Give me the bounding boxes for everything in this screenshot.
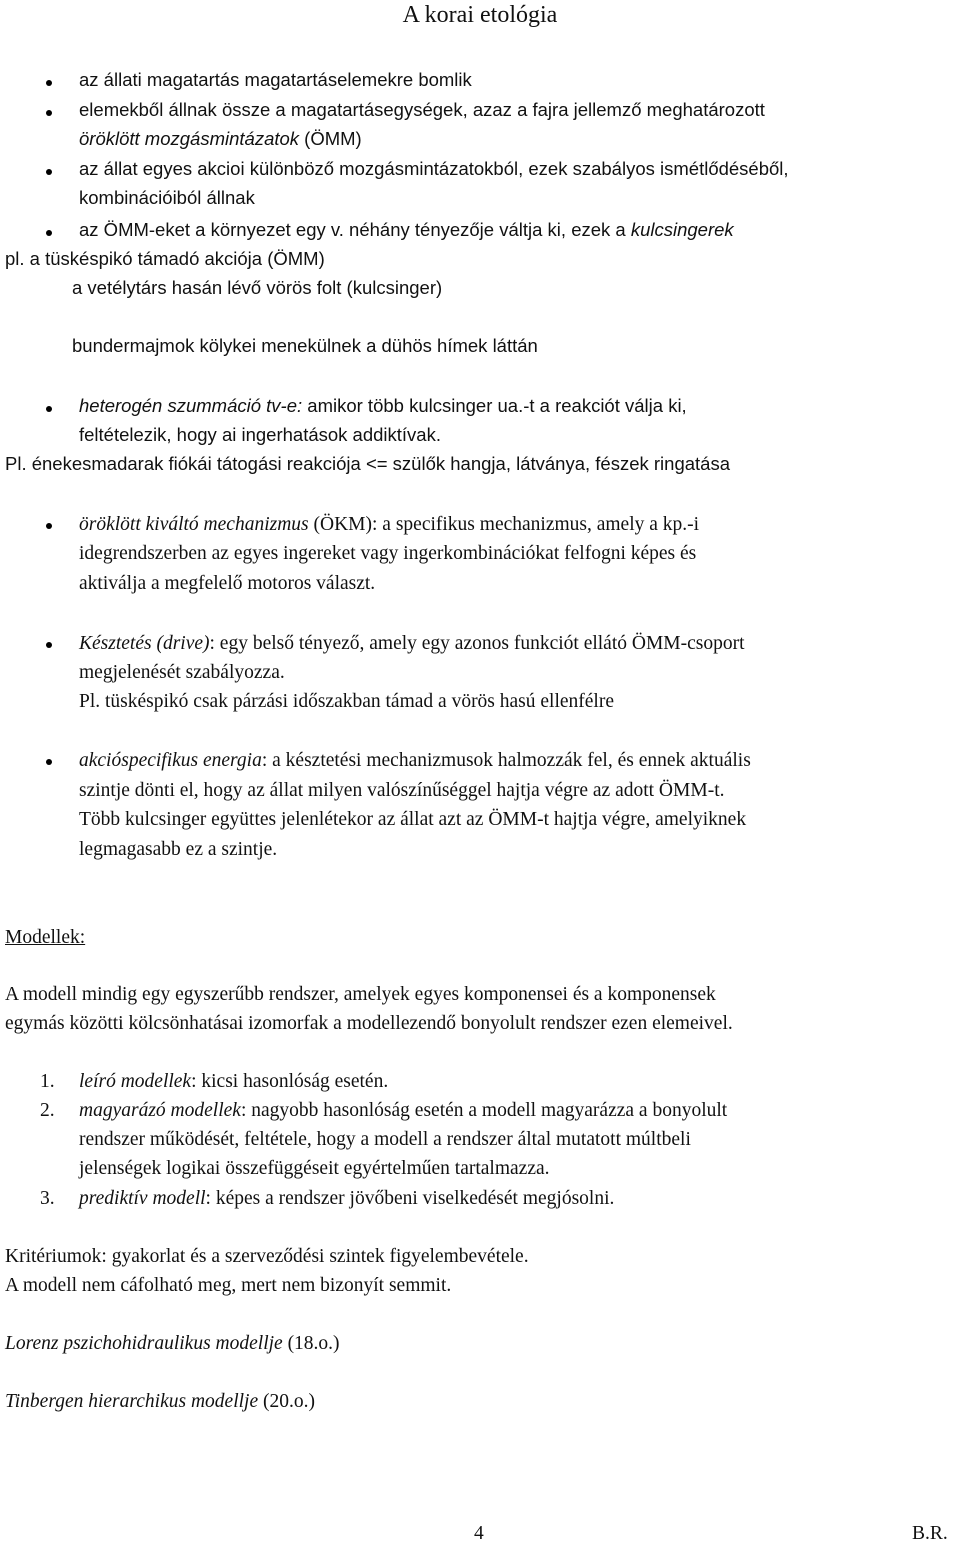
paragraph-line: egymás közötti kölcsönhatásai izomorfak a modellezendő bonyolult rendszer ezen elemeivel. (5, 1013, 733, 1034)
paragraph-line: Kritériumok: gyakorlat és a szerveződési szintek figyelembevétele. (5, 1246, 529, 1267)
text-span: az ÖMM-eket a környezet egy v. néhány tényezője váltja ki, ezek a (79, 219, 631, 240)
term-italic: öröklött mozgásmintázatok (79, 128, 300, 149)
text-span: amikor több kulcsinger ua.-t a reakciót válja ki, (302, 395, 687, 416)
term-italic: akcióspecifikus energia (79, 750, 262, 771)
term-italic: leíró modellek (79, 1071, 192, 1092)
example-line: bundermajmok kölykei menekülnek a dühös hímek láttán (72, 335, 538, 356)
bullet-text-cont: legmagasabb ez a szintje. (79, 839, 278, 860)
bullet-dot (46, 406, 52, 412)
bullet-text-cont: Több kulcsinger együttes jelenlétekor az állat azt az ÖMM-t hajtja végre, amelyiknek (79, 809, 747, 830)
bullet-text: elemekből állnak össze a magatartásegységek, azaz a fajra jellemző meghatározott (79, 99, 765, 120)
reference-line (5, 1392, 315, 1412)
example-line: a vetélytárs hasán lévő vörös folt (kulcsinger) (72, 277, 443, 298)
bullet-dot (46, 642, 52, 648)
list-item (79, 1101, 727, 1121)
list-item-cont: jelenségek logikai összefüggéseit egyértelműen tartalmazza. (79, 1158, 550, 1179)
paragraph-line: A modell nem cáfolható meg, mert nem bizonyít semmit. (5, 1275, 452, 1296)
page-title: A korai etológia (402, 2, 558, 28)
bullet-text-cont: megjelenését szabályozza. (79, 662, 285, 683)
bullet-dot (46, 523, 52, 529)
text-span: : kicsi hasonlóság esetén. (191, 1071, 389, 1092)
text-span: (ÖKM): a specifikus mechanizmus, amely a kp.-i (308, 514, 700, 535)
text-span: : egy belső tényező, amely egy azonos funkciót ellátó ÖMM-csoport (209, 633, 745, 654)
term-italic: Késztetés (drive) (79, 633, 210, 654)
bullet-text-cont: aktiválja a megfelelő motoros választ. (79, 573, 376, 594)
list-item (79, 1072, 388, 1092)
bullet-text (79, 634, 745, 654)
list-item-cont: rendszer működését, feltétele, hogy a modell a rendszer által mutatott múltbeli (79, 1129, 691, 1150)
text-span: (18.o.) (282, 1333, 340, 1354)
list-number: 1. (40, 1071, 55, 1092)
text-span: : a késztetési mechanizmusok halmozzák fel, és ennek aktuális (261, 750, 751, 771)
bullet-text-cont: szintje dönti el, hogy az állat milyen valószínűséggel hajtja végre az adott ÖMM-t. (79, 780, 725, 801)
bullet-text (79, 397, 687, 416)
text-span: : nagyobb hasonlóság esetén a modell magyarázza a bonyolult (240, 1100, 728, 1121)
list-number: 3. (40, 1188, 55, 1209)
bullet-text-cont: kombinációiból állnak (79, 187, 255, 208)
page-number: 4 (474, 1523, 484, 1544)
list-item (79, 1189, 614, 1209)
bullet-text-cont: idegrendszerben az egyes ingereket vagy ingerkombinációkat felfogni képes és (79, 543, 697, 564)
term-italic: Tinbergen hierarchikus modellje (5, 1391, 259, 1412)
term-italic: öröklött kiváltó mechanizmus (79, 514, 309, 535)
bullet-text-cont (79, 130, 362, 149)
bullet-text-cont: Pl. tüskéspikó csak párzási időszakban támad a vörös hasú ellenfélre (79, 691, 615, 712)
term-italic: heterogén szummáció tv-e: (79, 395, 303, 416)
bullet-dot (46, 110, 52, 116)
term-italic: prediktív modell (79, 1188, 206, 1209)
bullet-text (79, 221, 734, 240)
term-italic: Lorenz pszichohidraulikus modellje (5, 1333, 283, 1354)
bullet-dot (46, 80, 52, 86)
text-span: (ÖMM) (299, 128, 362, 149)
paragraph-line: A modell mindig egy egyszerűbb rendszer, amelyek egyes komponensei és a komponensek (5, 984, 716, 1005)
bullet-dot (46, 230, 52, 236)
bullet-text (79, 515, 699, 535)
bullet-text-cont: feltételezik, hogy ai ingerhatások addiktívak. (79, 424, 441, 445)
term-italic: kulcsingerek (630, 219, 734, 240)
footer-initials: B.R. (912, 1523, 948, 1544)
example-line: pl. a tüskéspikó támadó akciója (ÖMM) (5, 248, 325, 269)
list-number: 2. (40, 1100, 55, 1121)
text-span: : képes a rendszer jövőbeni viselkedését megjósolni. (205, 1188, 615, 1209)
bullet-dot (46, 169, 52, 175)
bullet-text (79, 751, 751, 771)
bullet-text: az állat egyes akcioi különböző mozgásmintázatokból, ezek szabályos ismétlődéséből, (79, 158, 789, 179)
reference-line (5, 1334, 340, 1354)
section-heading: Modellek: (5, 927, 86, 948)
term-italic: magyarázó modellek (79, 1100, 241, 1121)
example-line: Pl. énekesmadarak fiókái tátogási reakciója <= szülők hangja, látványa, fészek ringatása (5, 453, 730, 474)
bullet-text: az állati magatartás magatartáselemekre bomlik (79, 69, 472, 90)
bullet-dot (46, 759, 52, 765)
text-span: (20.o.) (258, 1391, 315, 1412)
